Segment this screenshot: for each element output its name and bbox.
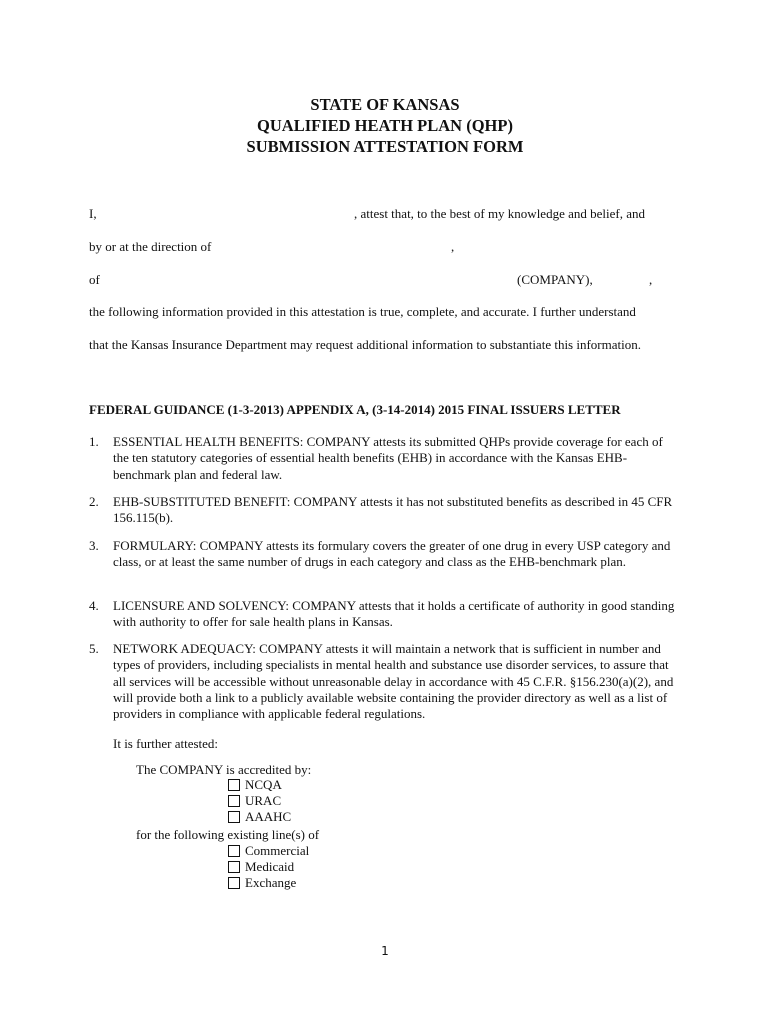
ncqa-checkbox[interactable] xyxy=(228,779,240,791)
section-heading: FEDERAL GUIDANCE (1-3-2013) APPENDIX A, (3-14-2014) 2015 FINAL ISSUERS LETTER xyxy=(89,402,621,417)
list-item xyxy=(89,641,679,722)
form-title-form: SUBMISSION ATTESTATION FORM xyxy=(246,137,524,156)
direction-label: by or at the direction of xyxy=(89,239,212,254)
list-item-number: 2. xyxy=(89,494,99,509)
page-number: 1 xyxy=(381,944,389,958)
lines-label: for the following existing line(s) of xyxy=(136,827,320,842)
aaahc-checkbox[interactable] xyxy=(228,811,240,823)
commercial-checkbox[interactable] xyxy=(228,845,240,857)
company-comma: , xyxy=(649,272,653,287)
list-item-text: ESSENTIAL HEALTH BENEFITS: COMPANY attests its submitted QHPs provide coverage for each of the ten statutory categories of essential health benefits (EHB) in accordance with the Kansas EHB-benchmark plan and federal law. xyxy=(113,434,663,482)
medicaid-checkbox[interactable] xyxy=(228,861,240,873)
direction-comma: , xyxy=(451,239,455,254)
attest-i-label: I, xyxy=(89,206,97,221)
list-item-text: NETWORK ADEQUACY: COMPANY attests it will maintain a network that is sufficient in number and types of providers, including specialists in mental health and substance use disorder services, to assure that all services will be accessible without unreasonable delay in accordance with 45 C.F.R. §156.230(a)(2), and will provide both a link to a publicly available website containing the provider directory as well as a list of providers in compliance with applicable federal regulations. xyxy=(113,641,674,722)
list-item xyxy=(89,434,679,483)
form-title-state: STATE OF KANSAS xyxy=(310,95,460,114)
attest-statement: , attest that, to the best of my knowledge and belief, and xyxy=(354,206,645,221)
exchange-label: Exchange xyxy=(245,875,297,890)
exchange-checkbox[interactable] xyxy=(228,877,240,889)
list-item-text: LICENSURE AND SOLVENCY: COMPANY attests that it holds a certificate of authority in good standing with authority to offer for sale health plans in Kansas. xyxy=(113,598,675,630)
urac-checkbox[interactable] xyxy=(228,795,240,807)
aaahc-label: AAAHC xyxy=(245,809,292,824)
list-item xyxy=(89,538,679,571)
list-item xyxy=(89,598,679,631)
list-item-number: 5. xyxy=(89,641,99,656)
list-item-number: 3. xyxy=(89,538,99,553)
list-item xyxy=(89,494,679,527)
form-title-plan: QUALIFIED HEATH PLAN (QHP) xyxy=(257,116,513,135)
attest-line-5: that the Kansas Insurance Department may request additional information to substantiate this information. xyxy=(89,337,641,352)
commercial-label: Commercial xyxy=(245,843,310,858)
list-item-number: 1. xyxy=(89,434,99,449)
list-item-number: 4. xyxy=(89,598,99,613)
of-label: of xyxy=(89,272,100,287)
list-item-text: FORMULARY: COMPANY attests its formulary covers the greater of one drug in every USP category and class, or at least the same number of drugs in each category and class as the EHB-benchmark plan. xyxy=(113,538,671,570)
urac-label: URAC xyxy=(245,793,282,808)
further-attested: It is further attested: xyxy=(113,736,219,751)
list-item-text: EHB-SUBSTITUTED BENEFIT: COMPANY attests it has not substituted benefits as described in 45 CFR 156.115(b). xyxy=(113,494,673,526)
ncqa-label: NCQA xyxy=(245,777,282,792)
accredited-label: The COMPANY is accredited by: xyxy=(136,762,312,777)
company-label: (COMPANY), xyxy=(517,272,593,287)
medicaid-label: Medicaid xyxy=(245,859,295,874)
attest-line-4: the following information provided in this attestation is true, complete, and accurate. I further understand xyxy=(89,304,636,319)
